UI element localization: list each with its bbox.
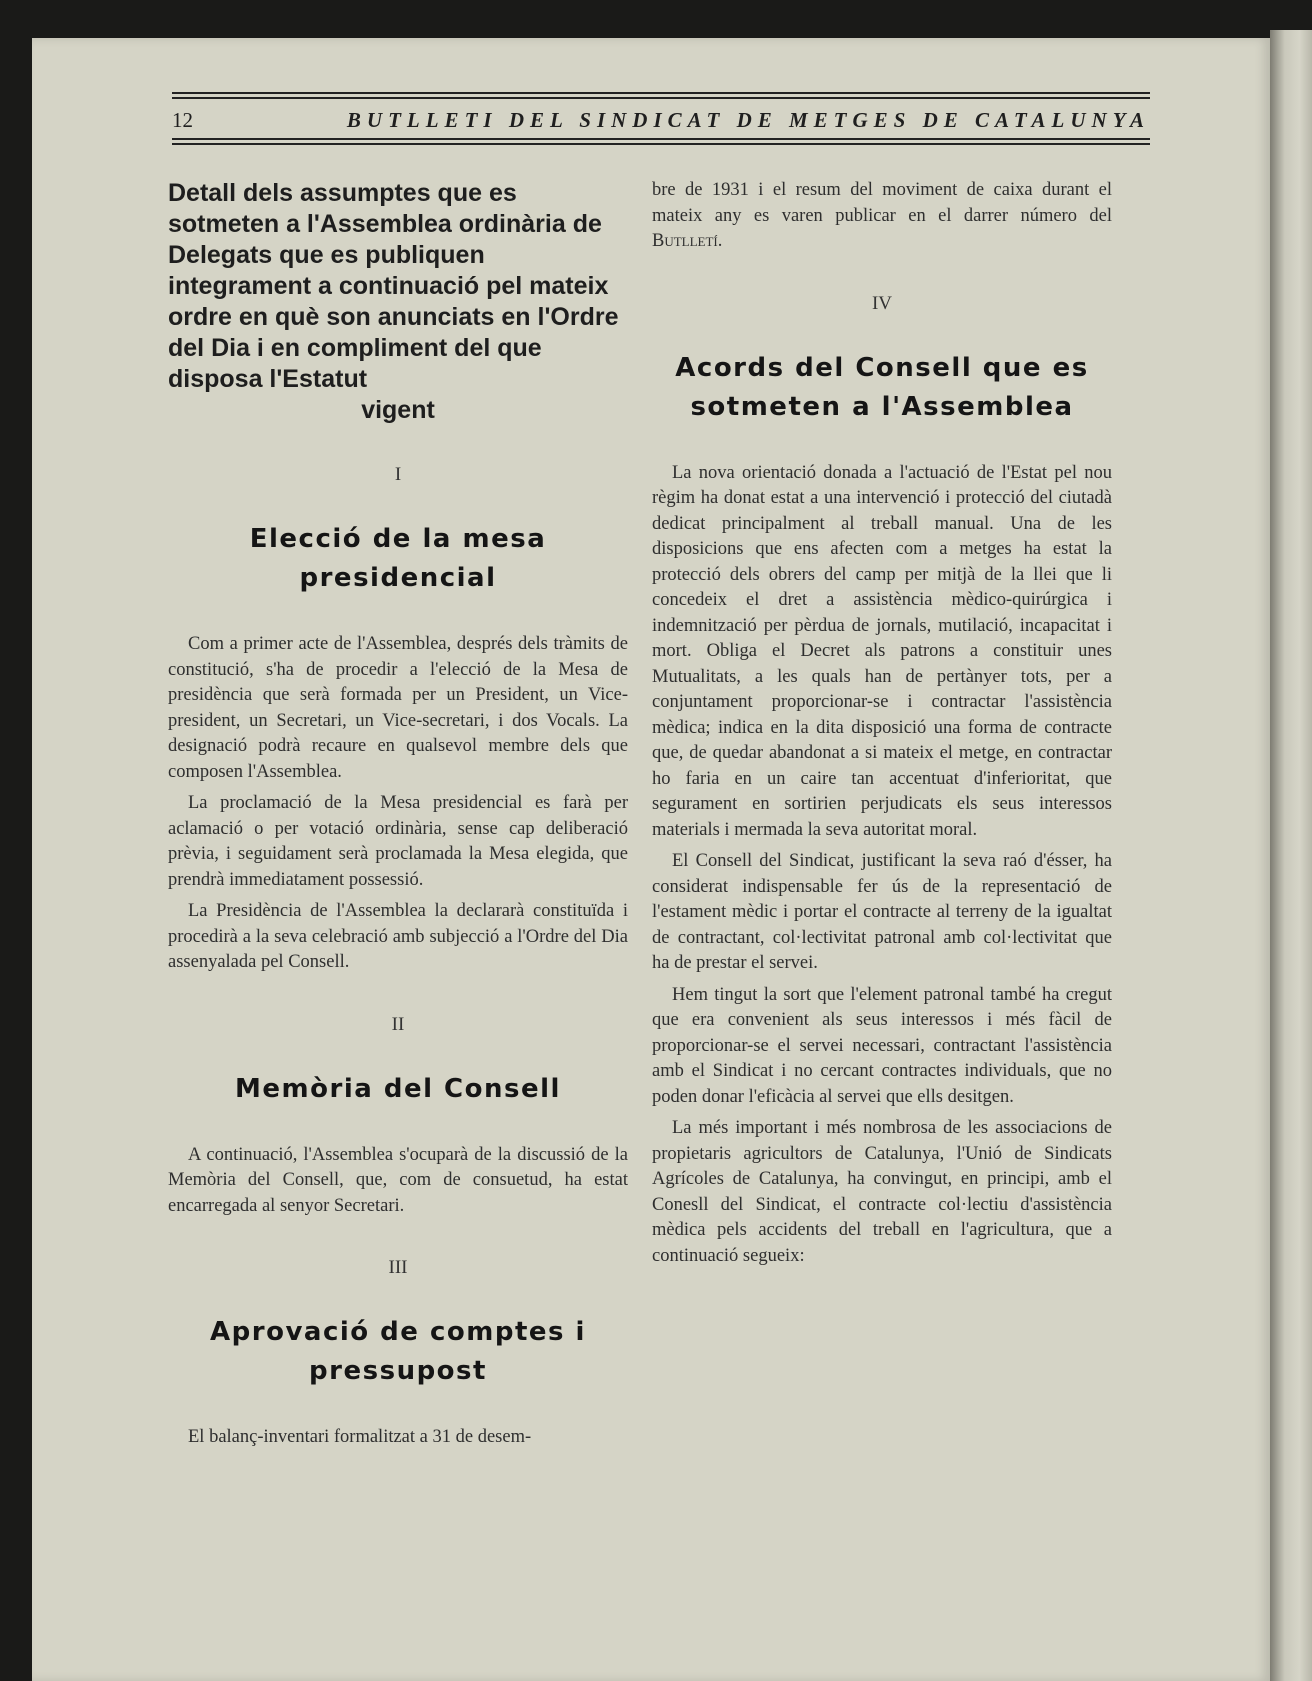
section-title: Elecció de la mesa presidencial [249, 524, 547, 593]
intro-heading-main: Detall dels assumptes que es sotmeten a l'Assemblea ordinària de Delegats que es publiquen integrament a continuació pel mateix ordre en què son anunciats en l'Ordre del Dia i en compliment del que disposa l'Estatut [168, 179, 619, 393]
intro-heading [168, 178, 628, 426]
section-title: Aprovació de comptes i pressupost [210, 1317, 586, 1386]
intro-heading-last: vigent [361, 396, 435, 424]
continuation-end: . [717, 231, 723, 251]
paragraph: Hem tingut la sort que l'element patronal també ha cregut que era convenient als seus interessos i més fàcil de proporcionar-se el servei necessari, contractant l'assistència amb el Sindicat i no cercant contractes individuals, que no poden donar l'eficàcia al servei que ells desitgen. [652, 984, 1112, 1107]
running-head [172, 106, 1150, 134]
right-column [652, 178, 1112, 1275]
header-rule-top [172, 92, 1150, 99]
left-column [168, 178, 628, 1457]
continuation-text: bre de 1931 i el resum del moviment de caixa durant el mateix any es varen publicar en el darrer número del [652, 180, 1112, 226]
section-numeral: I [394, 464, 402, 485]
paragraph: Com a primer acte de l'Assemblea, després dels tràmits de constitució, s'ha de procedir a l'elecció de la Mesa de presidència que serà formada per un President, un Vice-president, un Secretari, un Vice-secretari, i dos Vocals. La designació podrà recaure en qualsevol membre dels que composen l'Assemblea. [168, 634, 628, 782]
paragraph: La més important i més nombrosa de les associacions de propietaris agricultors de Catalunya, l'Unió de Sindicats Agrícoles de Catalunya, ha convingut, en principi, amb el Conesll del Sindicat, el contracte col·lectiu d'assistència mèdica pels accidents del treball en l'agricultura, que a continuació segueix: [652, 1118, 1112, 1266]
section-numeral: III [388, 1257, 408, 1278]
paragraph: La Presidència de l'Assemblea la declararà constituïda i procedirà a la seva celebració amb subjecció a l'Ordre del Dia assenyalada pel Consell. [168, 901, 628, 972]
section-title: Memòria del Consell [235, 1073, 561, 1104]
header-rule-bottom [172, 138, 1150, 145]
section-numeral: II [391, 1013, 405, 1035]
paragraph: La proclamació de la Mesa presidencial es farà per aclamació o per votació ordinària, sense cap deliberació prèvia, i seguidament serà proclamada la Mesa elegida, que prendrà immediatament possessió. [168, 793, 628, 890]
paragraph: A continuació, l'Assemblea s'ocuparà de la discussió de la Memòria del Consell, que, com de consuetud, ha estat encarregada al senyor Secretari. [168, 1144, 628, 1216]
paragraph: El balanç-inventari formalitzat a 31 de desem- [188, 1427, 532, 1447]
paragraph: La nova orientació donada a l'actuació de l'Estat pel nou règim ha donat estat a una intervenció i protecció del ciutadà dedicat principalment al treball manual. Una de les disposicions que ens afecten com a metges ha estat la protecció dels obrers del camp per mitjà de la llei que li concedeix el dret a assistència mèdico-quirúrgica i indemnització per pèrdua de jornals, mutilació, incapacitat i mort. Obliga el Decret als patrons a constituir unes Mutualitats, a les quals han de pertànyer tots, per a conjuntament proporcionar-se i contractar l'assistència mèdica; indica en la dita disposició una forma de contracte que, de quedar abandonat a si mateix el metge, en contractar ho faria en un caire tan accentuat d'inferioritat, que segurament en sortirien perjudicats els seus interessos materials i mermada la seva autoritat moral. [652, 462, 1112, 840]
paragraph: El Consell del Sindicat, justificant la seva raó d'ésser, ha considerat indispensable fer ús de la representació de l'estament mèdic i portar el contracte al terreny de la igualtat de contractant, col·lectivitat patronal amb col·lectivitat que ha de prestar el servei. [652, 851, 1112, 973]
section-numeral: IV [871, 292, 893, 314]
continuation-paragraph [652, 178, 1112, 255]
page-number: 12 [172, 107, 193, 132]
scan-edge [1270, 30, 1312, 1681]
journal-title: BUTLLETI DEL SINDICAT DE METGES DE CATALUNYA [346, 107, 1150, 132]
bulletin-name: Butlletí [652, 231, 718, 251]
section-title: Acords del Consell que es sotmeten a l'Assemblea [675, 352, 1089, 422]
